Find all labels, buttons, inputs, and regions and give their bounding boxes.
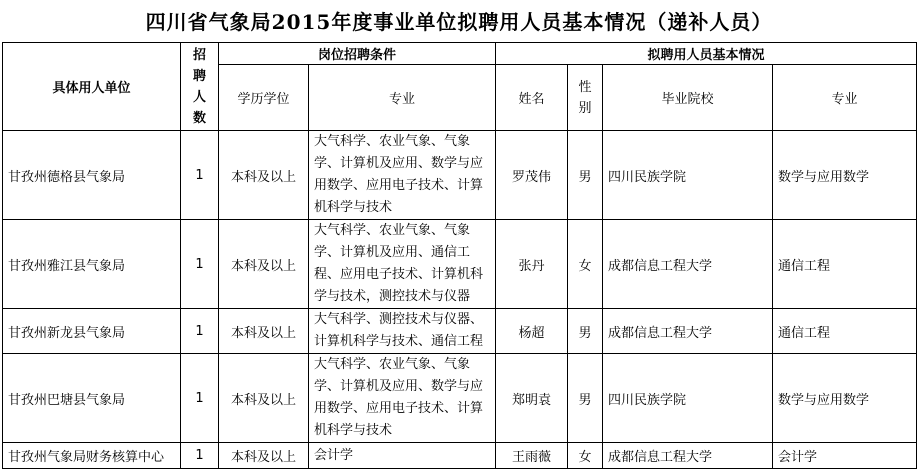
cell-education: 本科及以上	[219, 309, 309, 354]
cell-unit: 甘孜州雅江县气象局	[3, 220, 181, 309]
cell-required-major: 大气科学、农业气象、气象学、计算机及应用、数学与应用数学、应用电子技术、计算机科学与技术	[309, 131, 496, 220]
cell-major: 数学与应用数学	[773, 354, 917, 443]
cell-unit: 甘孜州德格县气象局	[3, 131, 181, 220]
header-major: 专业	[773, 65, 917, 131]
header-name: 姓名	[496, 65, 568, 131]
cell-gender: 男	[568, 354, 603, 443]
table-row	[3, 131, 917, 220]
cell-required-major: 会计学	[309, 443, 496, 469]
cell-gender: 女	[568, 220, 603, 309]
cell-education: 本科及以上	[219, 443, 309, 469]
header-unit: 具体用人单位	[3, 43, 181, 131]
cell-education: 本科及以上	[219, 220, 309, 309]
cell-required-major: 大气科学、农业气象、气象学、计算机及应用、通信工程、应用电子技术、计算机科学与技术，测控技术与仪器	[309, 220, 496, 309]
header-job-requirements: 岗位招聘条件	[219, 43, 496, 65]
header-count-text: 招聘人数	[192, 47, 206, 126]
cell-name: 王雨薇	[496, 443, 568, 469]
cell-required-major: 大气科学、农业气象、气象学、计算机及应用、数学与应用数学、应用电子技术、计算机科学与技术	[309, 354, 496, 443]
cell-gender: 女	[568, 443, 603, 469]
cell-school: 成都信息工程大学	[603, 220, 773, 309]
cell-count: 1	[181, 354, 219, 443]
header-count	[181, 43, 219, 131]
cell-major: 通信工程	[773, 309, 917, 354]
table-row	[3, 309, 917, 354]
header-gender	[568, 65, 603, 131]
cell-major: 通信工程	[773, 220, 917, 309]
cell-name: 罗茂伟	[496, 131, 568, 220]
cell-major: 数学与应用数学	[773, 131, 917, 220]
header-education: 学历学位	[219, 65, 309, 131]
cell-count: 1	[181, 131, 219, 220]
cell-name: 郑明袁	[496, 354, 568, 443]
cell-name: 杨超	[496, 309, 568, 354]
table-row	[3, 220, 917, 309]
cell-unit: 甘孜州巴塘县气象局	[3, 354, 181, 443]
cell-name: 张丹	[496, 220, 568, 309]
cell-required-major: 大气科学、测控技术与仪器、计算机科学与技术、通信工程	[309, 309, 496, 354]
header-school: 毕业院校	[603, 65, 773, 131]
header-applicant-info: 拟聘用人员基本情况	[496, 43, 917, 65]
page-title: 四川省气象局2015年度事业单位拟聘用人员基本情况（递补人员）	[145, 9, 773, 34]
applicants-table	[2, 42, 917, 469]
cell-school: 四川民族学院	[603, 354, 773, 443]
cell-school: 成都信息工程大学	[603, 309, 773, 354]
table-row	[3, 354, 917, 443]
cell-major: 会计学	[773, 443, 917, 469]
cell-gender: 男	[568, 131, 603, 220]
cell-gender: 男	[568, 309, 603, 354]
cell-school: 四川民族学院	[603, 131, 773, 220]
table-row	[3, 443, 917, 469]
header-gender-text: 性别	[578, 79, 592, 116]
cell-count: 1	[181, 443, 219, 469]
cell-count: 1	[181, 309, 219, 354]
cell-education: 本科及以上	[219, 354, 309, 443]
cell-unit: 甘孜州新龙县气象局	[3, 309, 181, 354]
cell-count: 1	[181, 220, 219, 309]
cell-unit: 甘孜州气象局财务核算中心	[3, 443, 181, 469]
cell-school: 成都信息工程大学	[603, 443, 773, 469]
cell-education: 本科及以上	[219, 131, 309, 220]
header-required-major: 专业	[309, 65, 496, 131]
